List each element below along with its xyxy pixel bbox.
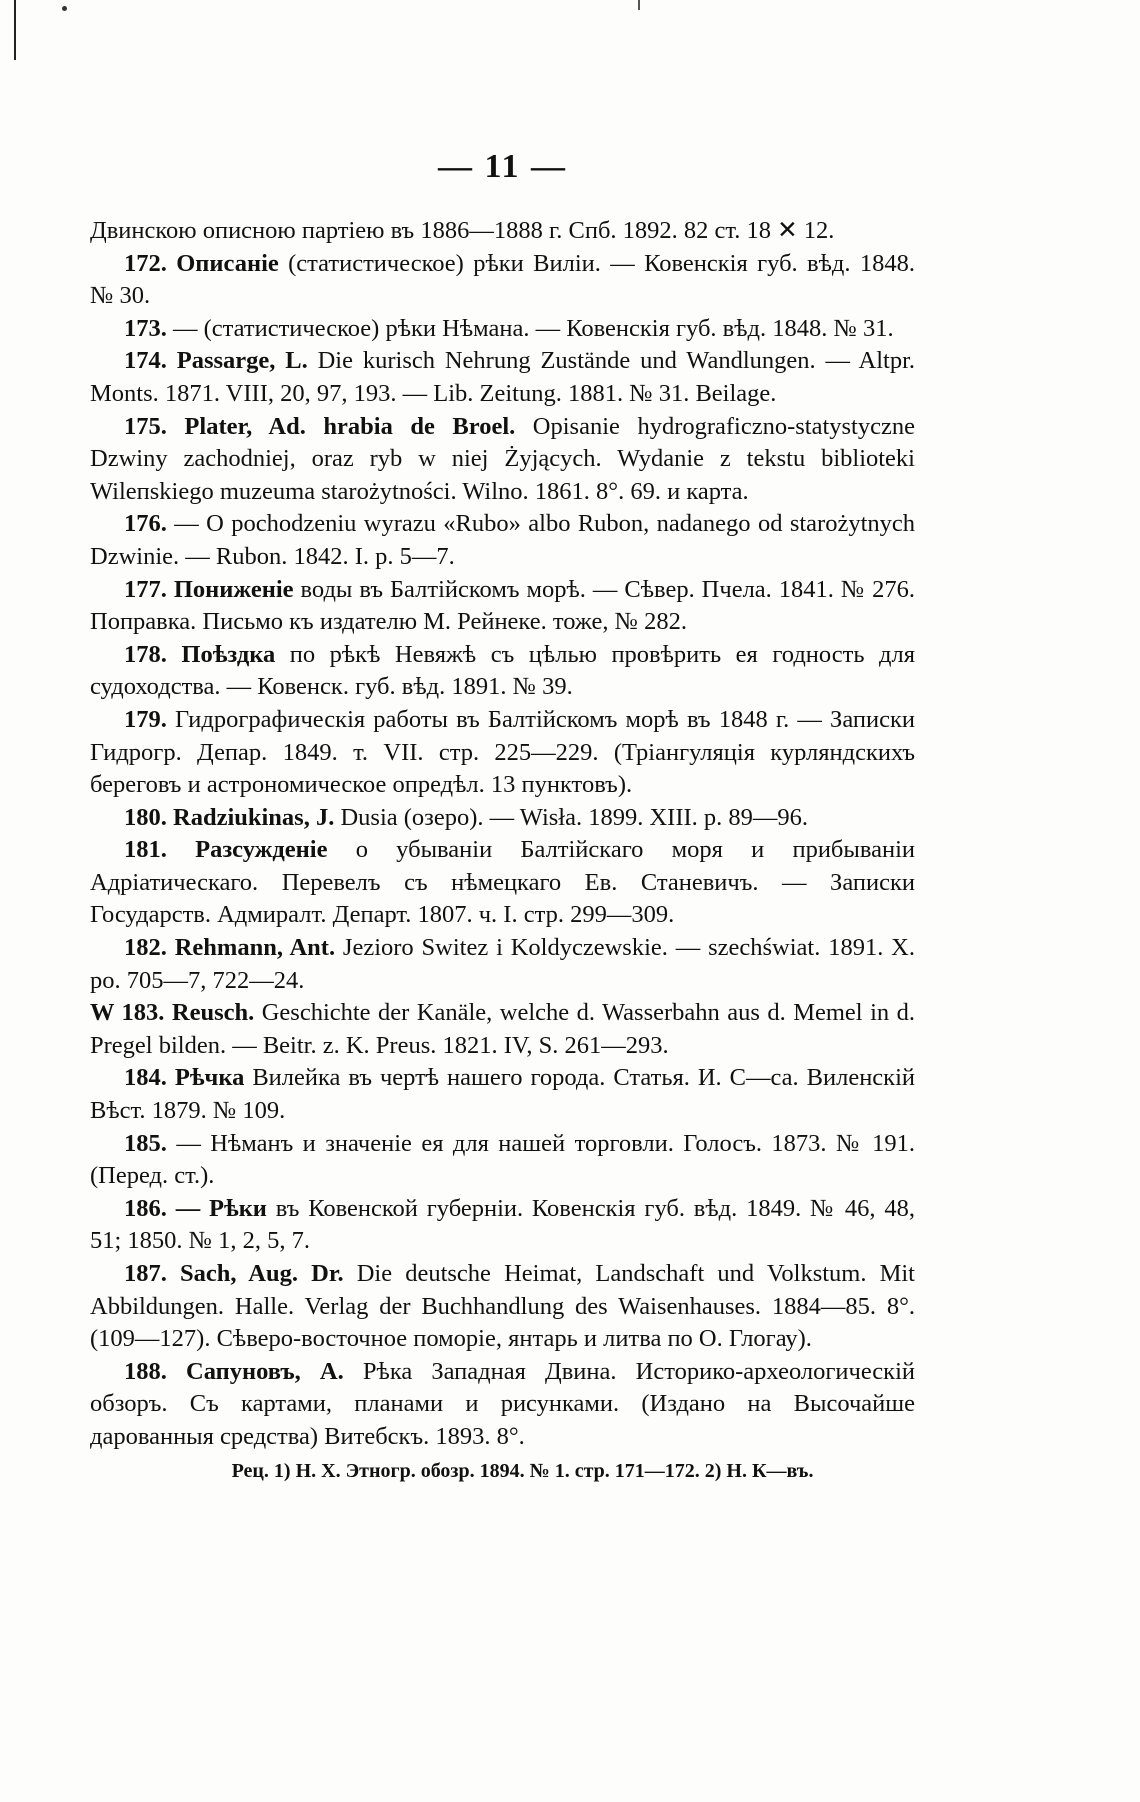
margin-dot-mark xyxy=(62,6,67,11)
entry-number: 187. xyxy=(124,1260,167,1287)
entry-number: 188. xyxy=(124,1357,167,1385)
entry-text: Вилейка въ чертѣ нашего города. Статья. И. С—са. Виленскій Вѣст. 1879. № 109. xyxy=(90,1064,915,1125)
entry-text: о убываніи Балтійскаго моря и прибываніи Адріатическаго. Перевелъ съ нѣмецкаго Ев. Станевичъ. — Записки Государств. Адмиралт. Департ. 1807. ч. I. стр. 299—309. xyxy=(90,836,915,929)
entry-number: 185. xyxy=(124,1129,167,1157)
entry-number: 179. xyxy=(124,705,167,733)
entry-text: Geschichte der Kanäle, welche d. Wasserbahn aus d. Memel in d. Pregel bilden. — Beitr. z. K. Preus. 1821. IV, S. 261—293. xyxy=(90,999,915,1059)
entry-text: — (статистическое) рѣки Нѣмана. — Ковенскія губ. вѣд. 1848. № 31. xyxy=(173,314,894,342)
entry-heading: Radziukinas, J. xyxy=(173,803,335,831)
entry-heading: Plater, Ad. hrabia de Broel. xyxy=(184,412,516,440)
entry-text: по рѣкѣ Невяжѣ съ цѣлью провѣрить ея годность для судоходства. — Ковенск. губ. вѣд. 1891. № 39. xyxy=(90,640,916,701)
bibliography-entry xyxy=(90,1193,915,1258)
entry-text: воды въ Балтійскомъ морѣ. — Сѣвер. Пчела. 1841. № 276. Поправка. Письмо къ издателю М. Рейнеке. тоже, № 282. xyxy=(90,575,915,636)
entry-text: — Нѣманъ и значеніе ея для нашей торговли. Голосъ. 1873. № 191. (Перед. ст.). xyxy=(90,1129,915,1190)
entry-heading: Сапуновъ, А. xyxy=(186,1357,344,1385)
bibliography-entry xyxy=(90,313,915,346)
entry-number: 176. xyxy=(124,510,167,538)
entry-heading: Разсужденіе xyxy=(195,836,328,864)
entry-number: 173. xyxy=(124,314,167,342)
entry-number: 178. xyxy=(124,640,167,668)
review-note: Рец. 1) Н. Х. Этногр. обозр. 1894. № 1. стр. 171—172. 2) Н. К—въ. xyxy=(231,1459,814,1482)
entry-heading: Reusch. xyxy=(171,999,255,1027)
bibliography-entry xyxy=(90,932,915,997)
entry-number: W 183. xyxy=(90,999,165,1027)
entry-text: Jezioro Switez i Koldyczewskie. — szechświat. 1891. X. po. 705—7, 722—24. xyxy=(90,934,915,994)
entry-number: 184. xyxy=(124,1064,167,1092)
margin-line-mark xyxy=(14,0,16,60)
entry-text: Двинскою описною партіею въ 1886—1888 г. Спб. 1892. 82 ст. 18 ✕ 12. xyxy=(90,217,835,244)
bibliography-entry xyxy=(90,1062,915,1127)
bibliography-entry xyxy=(90,704,915,802)
bibliography-entry xyxy=(90,215,915,248)
bibliography-entry xyxy=(90,1356,915,1454)
bibliography-entry xyxy=(90,997,915,1062)
entry-number: 175. xyxy=(124,412,167,440)
bibliography-entry xyxy=(90,345,915,410)
bibliography-entry xyxy=(90,1258,915,1356)
entry-number: 174. xyxy=(124,347,167,375)
entry-text: Рѣка Западная Двина. Историко-археологическій обзоръ. Съ картами, планами и рисунками. (Издано на Высочайше дарованныя средства) Витебскъ. 1893. 8°. xyxy=(90,1357,916,1450)
bibliography-entry xyxy=(90,639,915,704)
entry-number: 172. xyxy=(124,249,167,277)
entry-text: — O pochodzeniu wyrazu «Rubo» albo Rubon, nadanego od starożytnych Dzwinie. — Rubon. 1842. I. p. 5—7. xyxy=(90,510,916,570)
entry-number: 182. xyxy=(124,934,167,962)
entry-text: (статистическое) рѣки Виліи. — Ковенскія губ. вѣд. 1848. № 30. xyxy=(90,249,915,310)
entry-heading: — Рѣки xyxy=(175,1194,267,1222)
entry-heading: Рѣчка xyxy=(174,1064,245,1092)
page-number: — 11 — xyxy=(437,148,568,185)
bibliography-entry xyxy=(90,508,915,573)
entry-heading: Пониженіе xyxy=(173,575,294,603)
bibliography-entry xyxy=(90,411,915,509)
bibliography-entry xyxy=(90,834,915,932)
entry-number: 186. xyxy=(124,1194,167,1222)
bibliography-entries xyxy=(90,215,915,1486)
entry-heading: Поѣздка xyxy=(181,640,276,668)
entry-text: въ Ковенской губерніи. Ковенскія губ. вѣд. 1849. № 46, 48, 51; 1850. № 1, 2, 5, 7. xyxy=(90,1194,915,1255)
entry-number: 177. xyxy=(124,575,167,603)
top-tick-mark xyxy=(638,0,640,10)
entry-text: Die kurisch Nehrung Zustände und Wandlungen. — Altpr. Monts. 1871. VIII, 20, 97, 193. — Lib. Zeitung. 1881. № 31. Beilage. xyxy=(90,347,916,407)
entry-text: Dusia (озеро). — Wisła. 1899. XIII. p. 89—96. xyxy=(334,803,809,831)
entry-text: Гидрографическія работы въ Балтійскомъ морѣ въ 1848 г. — Записки Гидрогр. Депар. 1849. т. VII. стр. 225—229. (Тріангуляція курляндскихъ береговъ и астрономическое опредѣл. 13 пунктовъ). xyxy=(90,705,915,799)
entry-number: 181. xyxy=(124,836,167,864)
entry-heading: Описаніе xyxy=(176,249,279,277)
bibliography-entry xyxy=(90,1128,915,1193)
entry-text: Opisanie hydrograficzno-statystyczne Dzwiny zachodniej, oraz ryb w niej Żyjących. Wydanie z tekstu biblioteki Wileпskiego muzeuma starożytności. Wilno. 1861. 8°. 69. и карта. xyxy=(90,412,915,505)
entry-heading: Sach, Aug. Dr. xyxy=(180,1260,344,1287)
entry-text: Die deutsche Heimat, Landschaft und Volkstum. Mit Abbildungen. Halle. Verlag der Buchhandlung des Waisenhauses. 1884—85. 8°. (109—127). Сѣверо-восточное поморіе, янтарь и литва по О. Глогау). xyxy=(90,1260,915,1353)
entry-number: 180. xyxy=(124,803,167,831)
entry-heading: Rehmann, Ant. xyxy=(174,934,336,962)
entry-heading: Passarge, L. xyxy=(176,347,308,375)
bibliography-entry xyxy=(90,574,915,639)
bibliography-entry xyxy=(90,802,915,835)
bibliography-entry xyxy=(90,248,915,313)
